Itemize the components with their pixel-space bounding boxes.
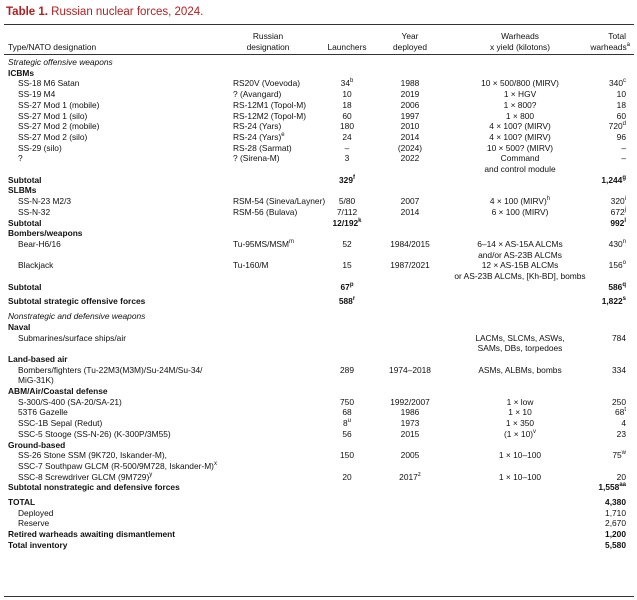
table-row (0, 218, 637, 229)
cell-designation: RSM-56 (Bulava) (233, 206, 298, 217)
cell-type: Subtotal (8, 281, 42, 292)
cell-type: SSC-7 Southpaw GLCM (R-500/9M728, Iskander-M)$^x$ (18, 460, 217, 471)
cell-total: – (621, 153, 626, 164)
cell-warheads: 1 × 800? (503, 99, 537, 110)
cell-launchers: 588$^r$ (338, 296, 356, 307)
table-row (0, 132, 637, 143)
footnote-marker: o (622, 260, 626, 267)
cell-warheads: 1 × 10 (508, 407, 532, 418)
cell-launchers: 12/192$^k$ (332, 217, 362, 228)
cell-type: Retired warheads awaiting dismantlement (8, 529, 176, 540)
cell-type: Subtotal (8, 174, 42, 185)
cell-launchers: 67$^p$ (340, 281, 354, 292)
cell-total: 320$^i$ (610, 196, 626, 207)
footnote-marker: f (352, 174, 355, 181)
cell-type: Deployed (18, 507, 54, 518)
cell-type: Bombers/weapons (8, 228, 83, 239)
cell-year: 1984/2015 (390, 238, 430, 249)
table-row (0, 472, 637, 483)
cell-year: 1973 (400, 418, 420, 429)
cell-warheads: 1 × HGV (503, 89, 537, 100)
table-row (0, 354, 637, 365)
cell-warheads: 6–14 × AS-15A ALCMs (477, 238, 563, 249)
header-total-note: a (626, 42, 630, 49)
table-row (0, 196, 637, 207)
cell-launchers: 5/80 (338, 196, 356, 207)
table-row (0, 461, 637, 472)
cell-designation: RS-24 (Yars) (233, 121, 282, 132)
table-row (0, 343, 637, 354)
footnote-marker: j (624, 207, 626, 213)
table-row (0, 333, 637, 344)
cell-total: 23 (616, 428, 626, 439)
cell-launchers: 180 (340, 121, 354, 132)
footnote-marker: x (213, 461, 217, 468)
cell-warheads: 4 × 100? (MIRV) (489, 121, 551, 132)
cell-type: Subtotal nonstrategic and defensive forces (8, 482, 180, 493)
cell-total: 1,710 (605, 507, 626, 518)
cell-type: Subtotal strategic offensive forces (8, 296, 146, 307)
cell-launchers: 10 (342, 89, 352, 100)
cell-designation: RS-12M2 (Topol-M) (233, 110, 307, 121)
cell-total: 784 (612, 332, 626, 343)
cell-type: SS-26 Stone SSM (9K720, Iskander-M), (18, 450, 167, 461)
cell-year: 2010 (400, 121, 420, 132)
cell-launchers: 8$^u$ (342, 418, 351, 429)
cell-total: 4 (621, 418, 626, 429)
table-row (0, 508, 637, 519)
footnote-marker: i (624, 196, 626, 203)
table-row (0, 450, 637, 461)
cell-total: 250 (612, 396, 626, 407)
cell-warheads: 1 × 10–100 (498, 450, 542, 461)
cell-type: SSC-1B Sepal (Redut) (18, 418, 103, 429)
footnote-marker: b (349, 78, 354, 85)
cell-total: 720$^d$ (608, 121, 626, 132)
footnote-marker: r (352, 296, 356, 303)
footnote-marker: p (349, 281, 354, 288)
cell-total: 75$^w$ (612, 450, 626, 461)
table-row (0, 440, 637, 451)
header-designation-line2: designation (246, 42, 290, 52)
cell-year: 1988 (400, 78, 420, 89)
table-row (0, 375, 637, 386)
cell-total: 5,580 (605, 539, 626, 550)
footnote-marker: w (621, 450, 626, 457)
cell-year: 1986 (400, 407, 420, 418)
footnote-marker: g (622, 174, 626, 181)
cell-warheads: 4 × 100? (MIRV) (489, 131, 551, 142)
table-row (0, 311, 637, 322)
table-row (0, 322, 637, 333)
cell-year: 2019 (400, 89, 420, 100)
table-row (0, 407, 637, 418)
cell-total: 1,244$^g$ (601, 174, 626, 185)
table-row (0, 239, 637, 250)
cell-year: 1997 (400, 110, 420, 121)
header-designation-line1: Russian (252, 31, 284, 41)
cell-total: 1,200 (605, 529, 626, 540)
table-row (0, 78, 637, 89)
cell-designation: Tu-95MS/MSM$^m$ (233, 238, 294, 249)
table-row (0, 121, 637, 132)
cell-year: 1974–2018 (389, 364, 431, 375)
table-row (0, 175, 637, 186)
table-row (0, 260, 637, 271)
cell-launchers: 150 (340, 450, 354, 461)
cell-warheads: 4 × 100 (MIRV)$^h$ (489, 196, 551, 207)
cell-total: 334 (612, 364, 626, 375)
cell-year: 1987/2021 (390, 260, 430, 271)
table-row (0, 429, 637, 440)
cell-warheads: 12 × AS-15B ALCMs (481, 260, 559, 271)
cell-type: ICBMs (8, 67, 35, 78)
header-rule (4, 54, 634, 55)
footnote-marker: t (624, 407, 626, 414)
cell-type: Blackjack (18, 260, 54, 271)
table-row (0, 185, 637, 196)
header-warheads-line1: Warheads (501, 31, 539, 41)
cell-year: 2015 (400, 428, 420, 439)
table-row (0, 207, 637, 218)
footnote-marker: aa (619, 482, 626, 489)
cell-launchers: 7/112 (336, 206, 358, 217)
cell-warheads: ASMs, ALBMs, bombs (478, 364, 562, 375)
cell-type: Reserve (18, 518, 50, 529)
cell-designation: Tu-160/M (233, 260, 269, 271)
cell-type: SS-27 Mod 2 (mobile) (18, 121, 100, 132)
cell-launchers: – (344, 142, 350, 153)
table-row (0, 100, 637, 111)
table-row (0, 296, 637, 307)
cell-launchers: 329$^f$ (339, 174, 355, 185)
table-row (0, 164, 637, 175)
header-year-line2: deployed (393, 42, 427, 52)
cell-year: 2022 (400, 153, 420, 164)
cell-total: – (621, 142, 626, 153)
cell-warheads: $(1 \times 10)^v$ (503, 428, 537, 439)
cell-designation: RS-24 (Yars)$^e$ (233, 131, 285, 142)
cell-launchers: 750 (340, 396, 354, 407)
header-year-line1: Year (401, 31, 419, 41)
cell-total: 10 (616, 89, 626, 100)
cell-type: SS-29 (silo) (18, 142, 62, 153)
footnote-marker: h (546, 196, 551, 203)
cell-launchers: 18 (342, 99, 352, 110)
cell-type: ? (18, 153, 23, 164)
table-row (0, 482, 637, 493)
table-row (0, 68, 637, 79)
caption-label: Table 1. (6, 6, 48, 18)
table-row (0, 250, 637, 261)
cell-total: 4,380 (605, 497, 626, 507)
cell-warheads: 1 × low (506, 396, 534, 407)
cell-launchers: 34$^b$ (340, 78, 354, 89)
cell-year: 2017$^z$ (399, 471, 421, 482)
table-row (0, 397, 637, 408)
cell-total: 60 (616, 110, 626, 121)
cell-launchers: 15 (342, 260, 352, 271)
cell-launchers: 3 (344, 153, 350, 164)
cell-designation: RS-28 (Sarmat) (233, 142, 292, 153)
footnote-marker: v (533, 429, 537, 435)
cell-launchers: 24 (342, 131, 352, 142)
cell-type: Bombers/fighters (Tu-22M3(M3M)/Su-24M/Su-34/ (18, 364, 203, 375)
cell-type: SS-19 M4 (18, 89, 56, 100)
header-total-line2 (570, 42, 630, 52)
cell-designation: RS20V (Voevoda) (233, 78, 301, 89)
cell-launchers: 60 (342, 110, 352, 121)
header-type: Type/NATO designation (8, 42, 97, 52)
cell-type: Land-based air (8, 353, 68, 364)
cell-year: 2014 (400, 206, 420, 217)
cell-type: Strategic offensive weapons (8, 57, 113, 67)
cell-type: Total inventory (8, 539, 68, 550)
footnote-marker: q (622, 281, 626, 288)
cell-warheads: LACMs, SLCMs, ASWs, (475, 332, 565, 343)
table-row (0, 540, 637, 551)
cell-warheads: and/or AS-23B ALCMs (478, 249, 562, 260)
cell-type: SS-N-32 (18, 206, 51, 217)
cell-total: 18 (616, 99, 626, 110)
footnote-marker: n (622, 239, 626, 246)
footnote-marker: e (281, 132, 285, 139)
cell-total: 2,670 (605, 518, 626, 529)
footnote-marker: c (623, 78, 626, 85)
cell-type: SLBMs (8, 185, 37, 196)
cell-type: SS-27 Mod 1 (mobile) (18, 99, 100, 110)
footnote-marker: y (149, 471, 153, 478)
cell-warheads: Command (500, 153, 540, 164)
cell-type: Submarines/surface ships/air (18, 332, 126, 343)
cell-type: SS-18 M6 Satan (18, 78, 80, 89)
cell-type: ABM/Air/Coastal defense (8, 386, 108, 396)
cell-type: SS-27 Mod 1 (silo) (18, 110, 88, 121)
cell-year: 2007 (400, 196, 420, 207)
table-row (0, 271, 637, 282)
cell-designation: RS-12M1 (Topol-M) (233, 99, 307, 110)
cell-type: 53T6 Gazelle (18, 407, 68, 418)
cell-year: 2005 (400, 450, 420, 461)
cell-type: SS-27 Mod 2 (silo) (18, 131, 88, 142)
cell-designation: RSM-54 (Sineva/Layner) (233, 196, 326, 207)
table-row (0, 529, 637, 540)
cell-warheads: or AS-23B ALCMs, [Kh-BD], bombs (454, 271, 586, 281)
cell-type: Ground-based (8, 439, 66, 450)
table-row (0, 365, 637, 376)
cell-year: 2014 (400, 131, 420, 142)
footnote-marker: m (289, 239, 294, 246)
header-warheads-line2: x yield (kilotons) (489, 42, 551, 52)
cell-warheads: 6 × 100 (MIRV) (491, 206, 549, 217)
table-row (0, 282, 637, 293)
footnote-marker: l (624, 217, 626, 224)
table-row (0, 111, 637, 122)
cell-total: 1,822$^s$ (601, 296, 626, 307)
table-caption (6, 6, 203, 18)
cell-warheads: 10 × 500/800 (MIRV) (481, 78, 559, 89)
cell-total: 672$^j$ (610, 206, 626, 217)
footnote-marker: s (622, 296, 626, 303)
cell-launchers: 52 (342, 238, 352, 249)
cell-total: 430$^n$ (608, 238, 626, 249)
cell-type: Subtotal (8, 217, 42, 228)
cell-total: 96 (616, 131, 626, 142)
cell-total: 586$^q$ (608, 281, 626, 292)
cell-type: Naval (8, 321, 31, 332)
bottom-rule (4, 596, 634, 597)
cell-warheads: and control module (484, 164, 556, 174)
table-row (0, 153, 637, 164)
cell-warheads: 1 × 350 (505, 418, 535, 429)
caption-title: Russian nuclear forces, 2024. (51, 6, 204, 18)
cell-year: (2024) (397, 142, 423, 153)
cell-launchers: 68 (342, 407, 352, 418)
table-row (0, 418, 637, 429)
cell-type: SS-N-23 M2/3 (18, 196, 72, 207)
cell-total: 68$^t$ (615, 407, 626, 418)
cell-warheads: 10 × 500? (MIRV) (486, 142, 554, 153)
footnote-marker: k (358, 217, 362, 224)
header-total-text: warheads (590, 42, 627, 52)
cell-year: 2006 (400, 99, 420, 110)
cell-warheads: 1 × 10–100 (498, 471, 542, 482)
table-row (0, 518, 637, 529)
cell-launchers: 20 (342, 471, 352, 482)
table-row (0, 386, 637, 397)
cell-launchers: 289 (340, 364, 354, 375)
footnote-marker: z (417, 471, 421, 478)
table-row (0, 57, 637, 68)
table-row (0, 228, 637, 239)
table-row (0, 89, 637, 100)
cell-year: 1992/2007 (390, 396, 430, 407)
cell-warheads: SAMs, DBs, torpedoes (477, 343, 563, 354)
footnote-marker: d (622, 121, 626, 128)
cell-type: SSC-8 Screwdriver GLCM $(9M729)^y$ (18, 471, 153, 482)
header-total-line1: Total (608, 31, 626, 41)
cell-type: Bear-H6/16 (18, 238, 61, 249)
footnote-marker: u (347, 418, 351, 425)
table-row (0, 143, 637, 154)
cell-type: TOTAL (8, 497, 36, 507)
cell-total: 340$^c$ (609, 78, 626, 89)
cell-total: 156$^o$ (608, 260, 626, 271)
header-launchers: Launchers (327, 42, 367, 52)
top-rule (4, 24, 634, 25)
cell-type: S-300/S-400 (SA-20/SA-21) (18, 396, 122, 407)
cell-designation: ? (Sirena-M) (233, 153, 280, 164)
cell-total: 20 (616, 471, 626, 482)
cell-total: 992$^l$ (610, 217, 626, 228)
cell-type: Nonstrategic and defensive weapons (8, 311, 146, 322)
cell-type: MiG-31K) (18, 375, 54, 386)
cell-warheads: 1 × 800 (505, 110, 535, 121)
cell-total: 1,558$^{aa}$ (598, 482, 626, 493)
table-row (0, 497, 637, 508)
cell-launchers: 56 (342, 428, 352, 439)
cell-designation: ? (Avangard) (233, 89, 282, 100)
cell-type: SSC-5 Stooge (SS-N-26) (K-300P/3M55) (18, 428, 171, 439)
